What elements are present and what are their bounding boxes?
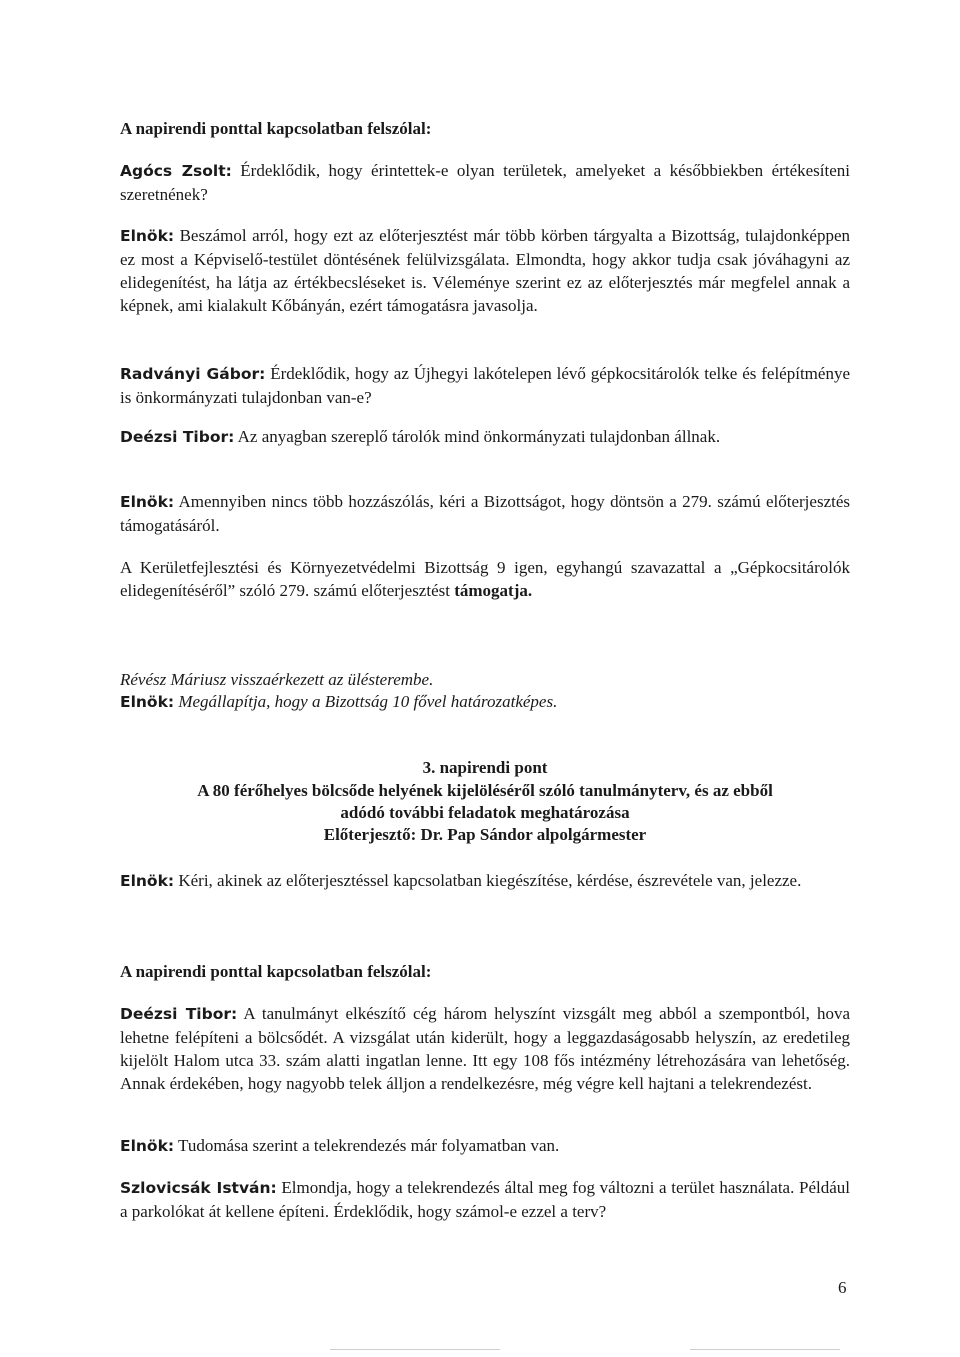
speech-text: Kéri, akinek az előterjesztéssel kapcsolatban kiegészítése, kérdése, észrevétele van, jelezze. [178, 871, 802, 890]
paragraph-agocs [120, 159, 850, 206]
scan-edge-line [330, 1349, 500, 1350]
speech-text: Érdeklődik, hogy az Újhegyi lakótelepen lévő gépkocsitárolók telke és felépítménye is önkormányzati tulajdonban van-e? [120, 364, 850, 407]
agenda-title-line-2: adódó további feladatok meghatározása [340, 803, 630, 822]
speech-text: Megállapítja, hogy a Bizottság 10 fővel határozatképes. [178, 692, 558, 711]
speech-text: Érdeklődik, hogy érintettek-e olyan területek, amelyeket a későbbiekben értékesíteni szeretnének? [120, 161, 850, 204]
paragraph-revesz: Révész Máriusz visszaérkezett az ülésterembe. [120, 670, 434, 689]
speech-text: Az anyagban szereplő tárolók mind önkormányzati tulajdonban állnak. [237, 427, 721, 446]
paragraph-deezsi-1 [120, 425, 850, 449]
speaker-label: Elnök: [120, 493, 175, 511]
section-heading-2: A napirendi ponttal kapcsolatban felszólal: [120, 962, 432, 981]
speaker-label: Elnök: [120, 693, 175, 711]
agenda-title-line-1: A 80 férőhelyes bölcsőde helyének kijelöléséről szóló tanulmányterv, és az ebből [197, 781, 773, 800]
agenda-presenter: Előterjesztő: Dr. Pap Sándor alpolgármester [323, 825, 647, 844]
section-heading-1: A napirendi ponttal kapcsolatban felszólal: [120, 119, 432, 138]
agenda-number: 3. napirendi pont [422, 758, 548, 777]
speaker-label: Deézsi Tibor: [120, 428, 235, 446]
speaker-label: Deézsi Tibor: [120, 1005, 238, 1023]
paragraph-elnok-2 [120, 490, 850, 537]
vote-result: támogatja. [454, 581, 533, 600]
speaker-label: Elnök: [120, 227, 175, 245]
speaker-label: Elnök: [120, 1137, 175, 1155]
paragraph-elnok-1 [120, 224, 850, 317]
speaker-label: Agócs Zsolt: [120, 162, 232, 180]
speaker-label: Radványi Gábor: [120, 365, 266, 383]
speech-text: A tanulmányt elkészítő cég három helyszínt vizsgált meg abból a szempontból, hova lehetne felépíteni a bölcsődét. A vizsgálat után kiderült, hogy a leggazdaságosabb helyszín, az eredetileg kijelölt Halom utca 33. szám alatti ingatlan lenne. Itt egy 108 fős intézmény létrehozására van lehetőség. Annak érdekében, hogy nagyobb telek álljon a rendelkezésre, még végre kell hajtani a telekrendezést. [120, 1004, 850, 1093]
vote-text: A Kerületfejlesztési és Környezetvédelmi Bizottság 9 igen, egyhangú szavazattal a „Gépkocsitárolók elidegenítéséről” szóló 279. számú előterjesztést [120, 558, 850, 600]
paragraph-deezsi-2 [120, 1002, 850, 1095]
page-number: 6 [838, 1278, 847, 1297]
paragraph-elnok-5 [120, 1134, 850, 1158]
speaker-label: Szlovicsák István: [120, 1179, 277, 1197]
speech-text: Tudomása szerint a telekrendezés már folyamatban van. [178, 1136, 560, 1155]
paragraph-radvanyi [120, 362, 850, 409]
paragraph-elnok-4 [120, 869, 850, 893]
paragraph-vote [120, 556, 850, 602]
scan-edge-line [690, 1349, 840, 1350]
speech-text: Elmondja, hogy a telekrendezés által meg fog változni a terület használata. Például a parkolókat át kellene építeni. Érdeklődik, hogy számol-e ezzel a terv? [120, 1178, 851, 1221]
speech-text: Beszámol arról, hogy ezt az előterjesztést már több körben tárgyalta a Bizottság, tulajdonképpen ez most a Képviselő-testület döntésének felülvizsgálata. Elmondta, hogy akkor tudja csak jóváhagyni az elidegenítést, ha látja az értékbecsléseket is. Véleménye szerint ez az előterjesztés már megfelel annak a képnek, ami kialakult Kőbányán, ezért támogatásra javasolja. [120, 226, 850, 315]
paragraph-elnok-3 [120, 690, 850, 714]
speaker-label: Elnök: [120, 872, 175, 890]
speech-text: Amennyiben nincs több hozzászólás, kéri a Bizottságot, hogy döntsön a 279. számú előterjesztés támogatásáról. [120, 492, 850, 535]
paragraph-szlovicsak [120, 1176, 850, 1223]
